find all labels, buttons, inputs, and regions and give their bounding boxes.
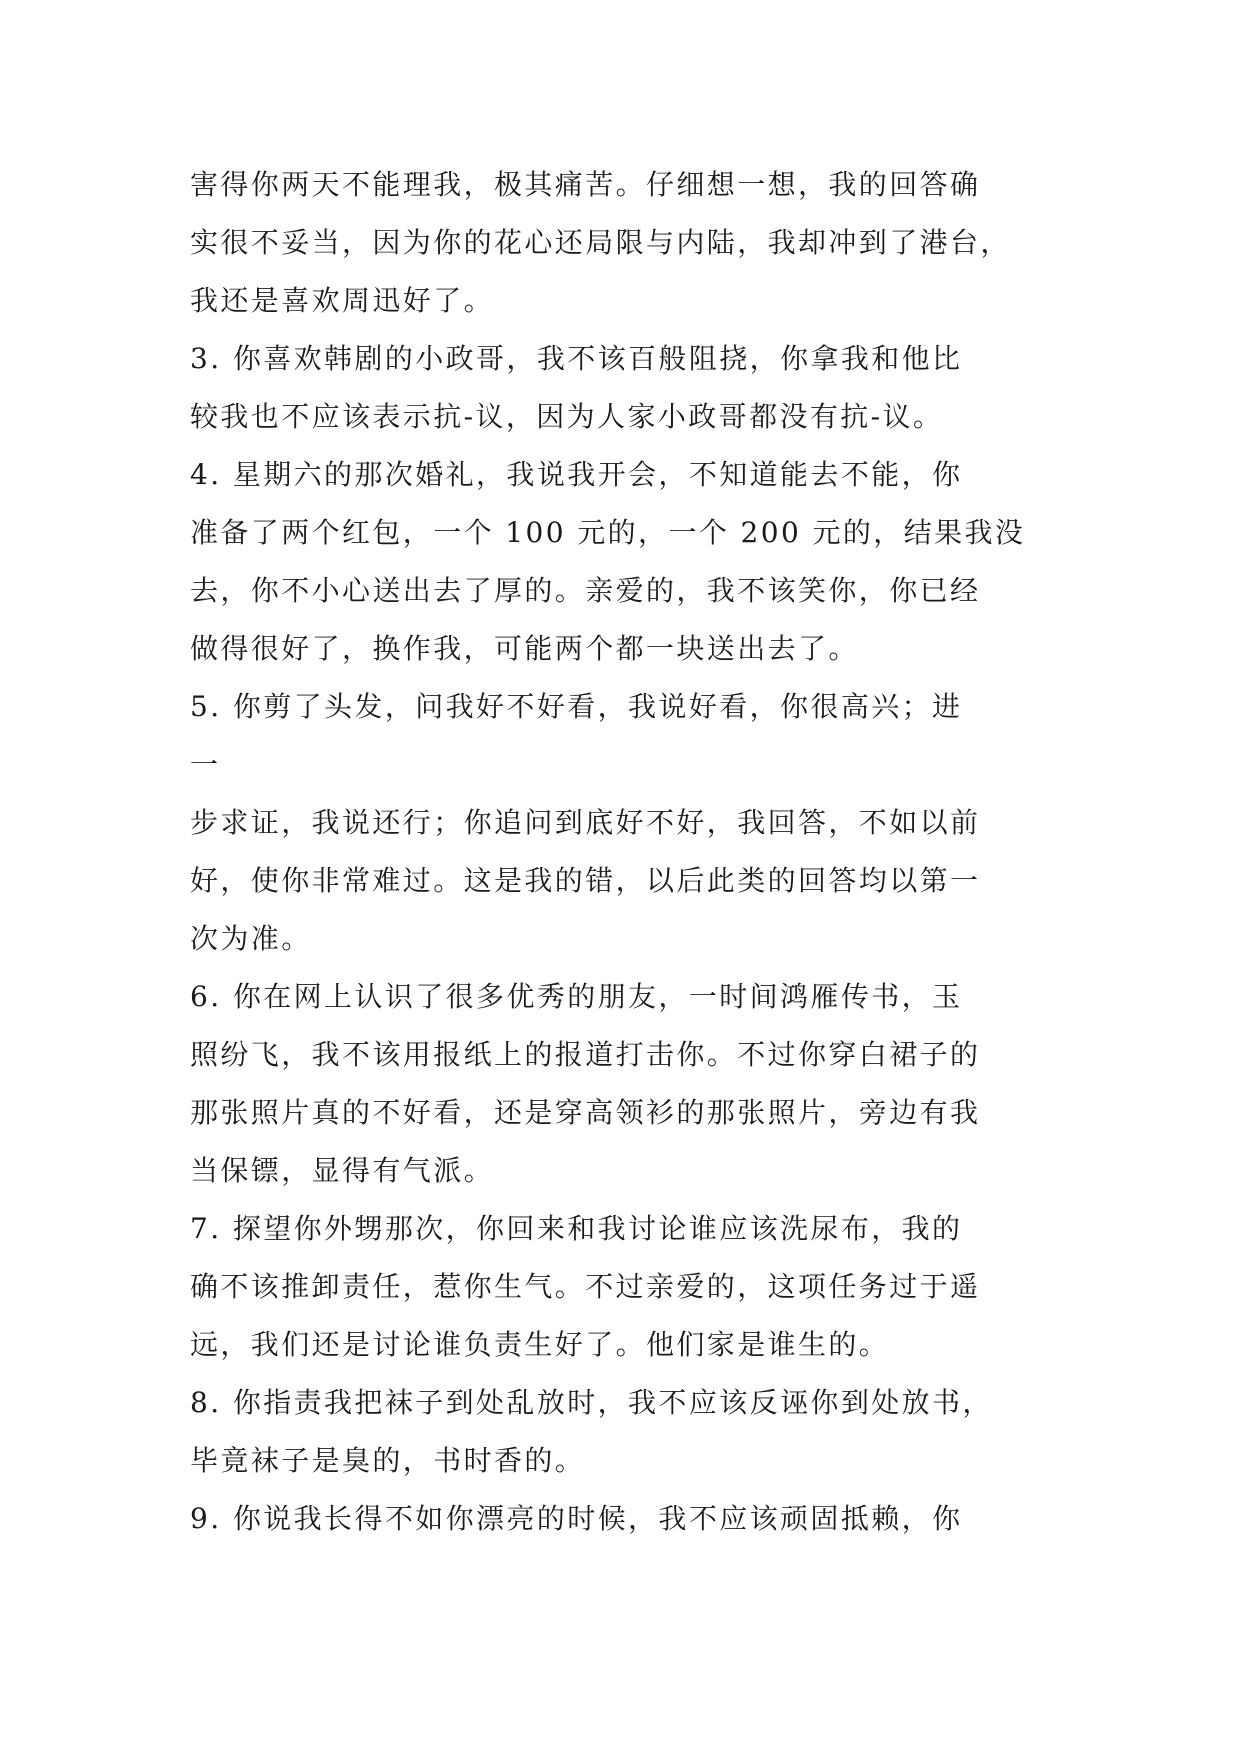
- text-line: 次为准。: [190, 922, 312, 955]
- body-text: [190, 156, 1070, 1548]
- text-line: 4. 星期六的那次婚礼，我说我开会，不知道能去不能，你: [190, 458, 963, 491]
- text-line: 害得你两天不能理我，极其痛苦。仔细想一想，我的回答确: [190, 168, 981, 201]
- text-line: 做得很好了，换作我，可能两个都一块送出去了。: [190, 632, 859, 665]
- text-line: 6. 你在网上认识了很多优秀的朋友，一时间鸿雁传书，玉: [190, 980, 963, 1013]
- text-line: 我还是喜欢周迅好了。: [190, 284, 495, 317]
- text-line: 去，你不小心送出去了厚的。亲爱的，我不该笑你，你已经: [190, 574, 981, 607]
- text-line: 那张照片真的不好看，还是穿高领衫的那张照片，旁边有我: [190, 1096, 981, 1129]
- text-line: 准备了两个红包，一个 100 元的，一个 200 元的，结果我没: [190, 516, 1026, 549]
- text-line: 毕竟袜子是臭的，书时香的。: [190, 1444, 586, 1477]
- text-line: 实很不妥当，因为你的花心还局限与内陆，我却冲到了港台，: [190, 226, 1011, 259]
- text-line: 较我也不应该表示抗-议，因为人家小政哥都没有抗-议。: [190, 400, 944, 433]
- text-line: 8. 你指责我把袜子到处乱放时，我不应该反诬你到处放书，: [190, 1386, 993, 1419]
- text-line: 确不该推卸责任，惹你生气。不过亲爱的，这项任务过于遥: [190, 1270, 981, 1303]
- text-line: 好，使你非常难过。这是我的错，以后此类的回答均以第一: [190, 864, 981, 897]
- text-line: 当保镖，显得有气派。: [190, 1154, 495, 1187]
- text-line: 3. 你喜欢韩剧的小政哥，我不该百般阻挠，你拿我和他比: [190, 342, 963, 375]
- text-line: 一: [190, 748, 221, 781]
- text-line: 照纷飞，我不该用报纸上的报道打击你。不过你穿白裙子的: [190, 1038, 981, 1071]
- text-line: 9. 你说我长得不如你漂亮的时候，我不应该顽固抵赖，你: [190, 1502, 963, 1535]
- text-line: 5. 你剪了头发，问我好不好看，我说好看，你很高兴；进: [190, 690, 963, 723]
- text-line: 步求证，我说还行；你追问到底好不好，我回答，不如以前: [190, 806, 981, 839]
- text-line: 远，我们还是讨论谁负责生好了。他们家是谁生的。: [190, 1328, 890, 1361]
- text-line: 7. 探望你外甥那次，你回来和我讨论谁应该洗尿布，我的: [190, 1212, 963, 1245]
